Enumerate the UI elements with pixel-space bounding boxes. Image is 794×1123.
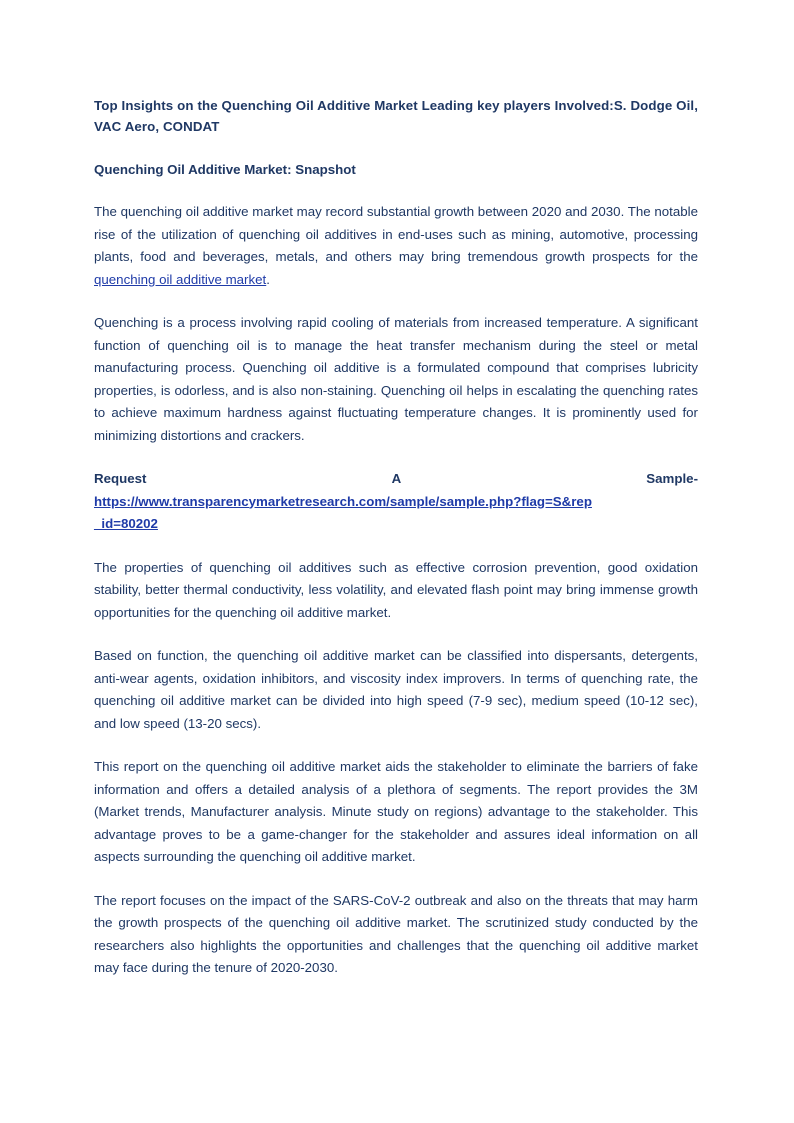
sample-request-url-link[interactable] xyxy=(94,491,698,536)
request-label-sample: Sample- xyxy=(646,471,698,486)
paragraph-properties: The properties of quenching oil additives such as effective corrosion prevention, good oxidation stability, better thermal conductivity, less volatility, and elevated flash point may bring immense growth opportunities for the quenching oil additive market. xyxy=(94,559,698,620)
request-label-a: A xyxy=(391,471,402,486)
paragraph-covid-impact: The report focuses on the impact of the SARS-CoV-2 outbreak and also on the threats that may harm the growth prospects of the quenching oil additive market. The scrutinized study conducted by the researchers also highlights the opportunities and challenges that the quenching oil additive market may face during the tenure of 2020-2030. xyxy=(94,892,698,975)
document-body xyxy=(94,95,698,980)
sample-url-line-2: _id=80202 xyxy=(94,516,158,531)
request-label-request: Request xyxy=(94,471,147,486)
sample-url-line-1: https://www.transparencymarketresearch.com/sample/sample.php?flag=S&rep xyxy=(94,493,592,509)
request-sample-block xyxy=(94,468,698,536)
paragraph-quenching-process: Quenching is a process involving rapid cooling of materials from increased temperature. A significant function of quenching oil is to manage the heat transfer mechanism during the steel or metal manufacturing process. Quenching oil additive is a formulated compound that comprises lubricity properties, is odorless, and is also non-staining. Quenching oil helps in escalating the quenching rates to achieve maximum hardness against fluctuating temperature changes. It is prominently used for minimizing distortions and crackers. xyxy=(94,315,698,443)
paragraph-segmentation: Based on function, the quenching oil additive market can be classified into dispersants, detergents, anti-wear agents, oxidation inhibitors, and viscosity index improvers. In terms of quenching rate, the quenching oil additive market can be divided into high speed (7-9 sec), medium speed (10-12 sec), and low speed (13-20 secs). xyxy=(94,648,698,731)
quenching-oil-additive-market-link[interactable]: quenching oil additive market xyxy=(94,271,267,287)
page-title: Top Insights on the Quenching Oil Additive Market Leading key players Involved:S. Dodge Oil, VAC Aero, CONDAT xyxy=(94,98,698,134)
paragraph-intro-text-after-link: . xyxy=(266,271,270,287)
paragraph-intro-text-before-link: The quenching oil additive market may record substantial growth between 2020 and 2030. The notable rise of the utilization of quenching oil additives in end-uses such as mining, automotive, processing plants, food and beverages, metals, and others may bring tremendous growth prospects for the xyxy=(94,204,698,264)
request-sample-label-line xyxy=(94,468,698,491)
paragraph-report-benefits: This report on the quenching oil additive market aids the stakeholder to eliminate the barriers of fake information and offers a detailed analysis of a plethora of segments. The report provides the 3M (Market trends, Manufacturer analysis. Minute study on regions) advantage to the stakeholder. This advantage proves to be a game-changer for the stakeholder and assures ideal information on all aspects surrounding the quenching oil additive market. xyxy=(94,759,698,864)
section-heading-snapshot: Quenching Oil Additive Market: Snapshot xyxy=(94,162,356,177)
paragraph-intro xyxy=(94,201,698,291)
